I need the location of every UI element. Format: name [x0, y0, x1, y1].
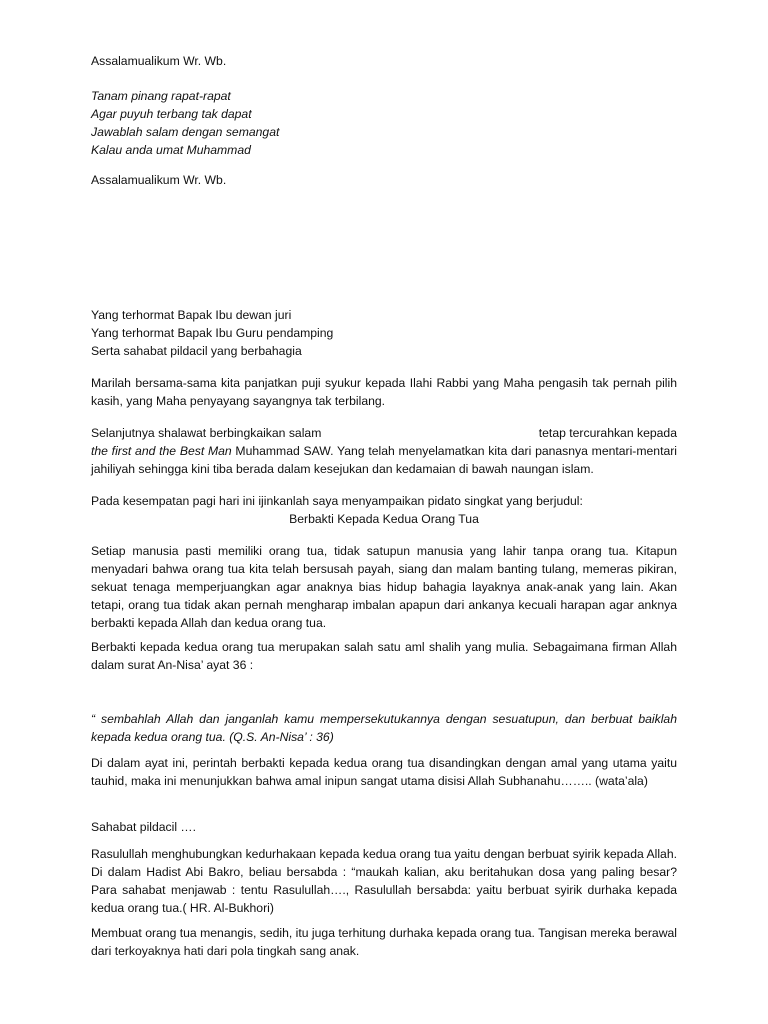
pantun-line: Agar puyuh terbang tak dapat [91, 107, 252, 121]
paragraph-setiap: Setiap manusia pasti memiliki orang tua, tidak satupun manusia yang lahir tanpa orang tua. Kitapun menyadari bahwa orang tua kita telah bersusah payah, siang dan malam banting tulang, memeras pikiran, sekuat tenaga memperjuangkan agar anaknya bias hidup bahagia layaknya anak-anak yang lain. Akan tetapi, orang tua tidak akan pernah mengharap imbalan apapun dari ankanya kecuali harapan agar anknya berbakti kepada Allah dan kedua orang tua. [91, 544, 677, 630]
pantun-line: Kalau anda umat Muhammad [91, 143, 251, 157]
quote-an-nisa: “ sembahlah Allah dan janganlah kamu mempersekutukannya dengan sesuatupun, dan berbuat baiklah kepada kedua orang tua. (Q.S. An-Nisa’ : 36) [91, 712, 677, 744]
intro-line: Pada kesempatan pagi hari ini ijinkanlah saya menyampaikan pidato singkat yang berjudul: [91, 494, 583, 508]
salutations [91, 306, 677, 360]
paragraph-berbakti: Berbakti kepada kedua orang tua merupakan salah satu aml shalih yang mulia. Sebagaimana firman Allah dalam surat An-Nisa’ ayat 36 : [91, 640, 677, 672]
greeting-open: Assalamualikum Wr. Wb. [91, 54, 227, 68]
paragraph-rasul: Rasulullah menghubungkan kedurhakaan kepada kedua orang tua yaitu dengan berbuat syirik kepada Allah. Di dalam Hadist Abi Bakro, beliau bersabda : “maukah kalian, aku beritahukan dosa yang paling besar? Para sahabat menjawab : tentu Rasulullah…., Rasulullah bersabda: yaitu berbuat syirik durhaka kepada kedua orang tua.( HR. Al-Bukhori) [91, 847, 677, 915]
pantun-line: Tanam pinang rapat-rapat [91, 89, 231, 103]
shalawat-part1: Selanjutnya shalawat berbingkaikan salam [91, 426, 322, 440]
salutation-line: Serta sahabat pildacil yang berbahagia [91, 344, 302, 358]
paragraph-syukur: Marilah bersama-sama kita panjatkan puji syukur kepada Ilahi Rabbi yang Maha pengasih tak pernah pilih kasih, yang Maha penyayang sayangnya tak terbilang. [91, 376, 677, 408]
greeting-repeat: Assalamualikum Wr. Wb. [91, 173, 227, 187]
pantun [91, 87, 677, 159]
shalawat-rest: Muhammad SAW. Yang telah menyelamatkan kita dari panasnya mentari-mentari jahiliyah sehingga kini tiba berada dalam kesejukan dan kedamaian di bawah naungan islam. [91, 444, 677, 476]
paragraph-tauhid: Di dalam ayat ini, perintah berbakti kepada kedua orang tua disandingkan dengan amal yang utama yaitu tauhid, maka ini menunjukkan bahwa amal inipun sangat utama disisi Allah Subhanahu…….. (wata’ala) [91, 756, 677, 788]
speech-title: Berbakti Kepada Kedua Orang Tua [289, 512, 479, 526]
salutation-line: Yang terhormat Bapak Ibu Guru pendamping [91, 326, 334, 340]
paragraph-shalawat [91, 424, 677, 478]
sahabat-line: Sahabat pildacil …. [91, 820, 197, 834]
shalawat-italic: the first and the Best Man [91, 444, 232, 458]
salutation-line: Yang terhormat Bapak Ibu dewan juri [91, 308, 292, 322]
paragraph-menangis: Membuat orang tua menangis, sedih, itu juga terhitung durhaka kepada orang tua. Tangisan mereka berawal dari terkoyaknya hati dari pola tingkah sang anak. [91, 926, 677, 958]
pantun-line: Jawablah salam dengan semangat [91, 125, 280, 139]
shalawat-part2: tetap tercurahkan kepada [538, 426, 677, 440]
